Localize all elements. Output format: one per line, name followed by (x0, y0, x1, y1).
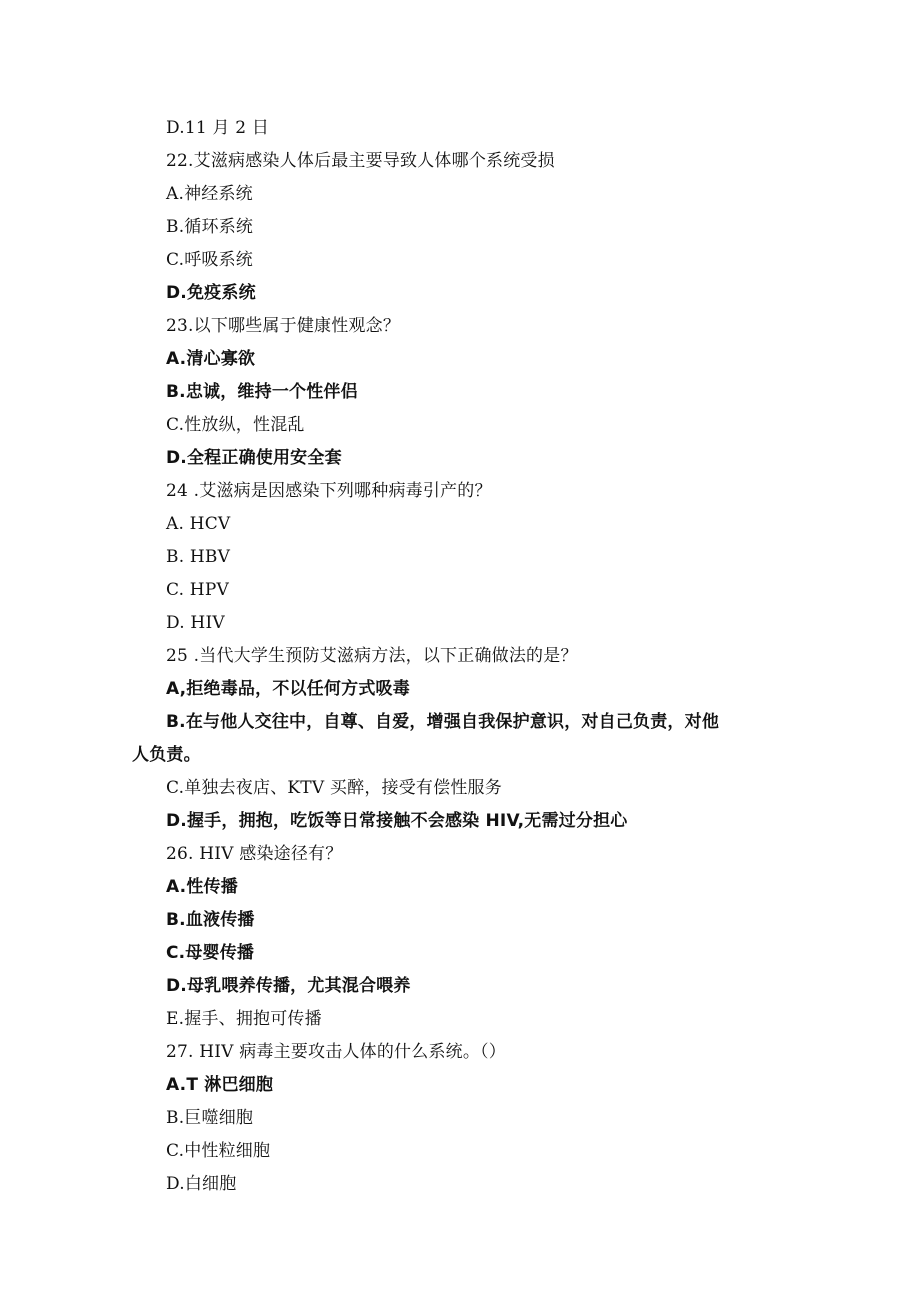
question-23: 23.以下哪些属于健康性观念？ (166, 316, 401, 336)
question-24: 24 .艾滋病是因感染下列哪种病毒引产的？ (166, 481, 492, 501)
option-25-a: A,拒绝毒品，不以任何方式吸毒 (166, 679, 410, 699)
option-24-d: D. HIV (166, 613, 225, 633)
option-26-a: A.性传播 (166, 877, 238, 897)
option-26-c: C.母婴传播 (166, 943, 255, 963)
option-27-a: A.T 淋巴细胞 (166, 1075, 274, 1095)
option-24-c: C. HPV (166, 580, 229, 600)
option-23-a: A.清心寡欲 (166, 349, 256, 369)
option-23-b: B.忠诚，维持一个性伴侣 (166, 382, 358, 402)
option-23-c: C.性放纵，性混乱 (166, 415, 305, 435)
option-22-c: C.呼吸系统 (166, 250, 254, 270)
option-22-a: A.神经系统 (166, 184, 253, 204)
option-24-a: A. HCV (166, 514, 231, 534)
option-22-b: B.循环系统 (166, 217, 254, 237)
option-26-e: E.握手、拥抱可传播 (166, 1009, 322, 1029)
option-23-d: D.全程正确使用安全套 (166, 448, 342, 468)
option-25-b: B.在与他人交往中，自尊、自爱，增强自我保护意识，对自己负责，对他 (166, 712, 720, 732)
option-27-b: B.巨噬细胞 (166, 1108, 254, 1128)
option-25-c: C.单独去夜店、KTV 买醉，接受有偿性服务 (166, 778, 502, 798)
option-25-b-continued: 人负责。 (132, 745, 201, 765)
question-27: 27. HIV 病毒主要攻击人体的什么系统。（） (166, 1042, 506, 1062)
option-24-b: B. HBV (166, 547, 231, 567)
question-25: 25 .当代大学生预防艾滋病方法，以下正确做法的是？ (166, 646, 578, 666)
option-26-b: B.血液传播 (166, 910, 255, 930)
option-22-d: D.免疫系统 (166, 283, 256, 303)
option-26-d: D.母乳喂养传播，尤其混合喂养 (166, 976, 411, 996)
question-22: 22.艾滋病感染人体后最主要导致人体哪个系统受损 (166, 151, 555, 171)
option-27-c: C.中性粒细胞 (166, 1141, 271, 1161)
question-26: 26. HIV 感染途径有？ (166, 844, 343, 864)
option-27-d: D.白细胞 (166, 1174, 237, 1194)
option-21-d: D.11 月 2 日 (166, 118, 270, 138)
option-25-d: D.握手，拥抱，吃饭等日常接触不会感染 HIV,无需过分担心 (166, 811, 628, 831)
